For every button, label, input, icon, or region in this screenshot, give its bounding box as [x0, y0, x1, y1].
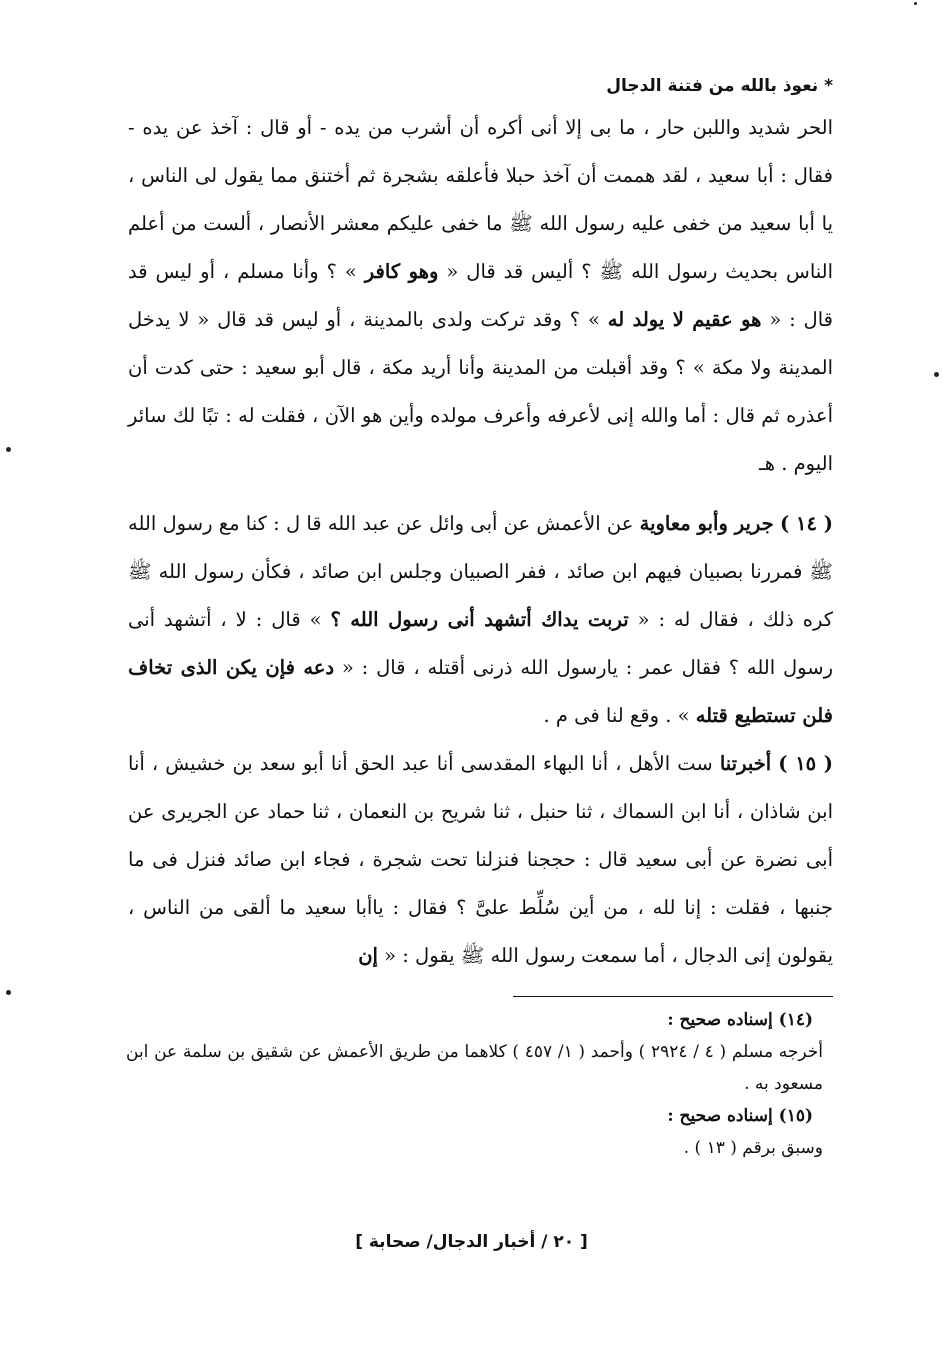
text-run: » ؟ وقد تركت ولدى بالمدينة ، أو ليس قد قال « لا يدخل المدينة ولا مكة » ؟ وقد أقبلت من المدينة وأنا أريد مكة ، قال أبو سعيد : حتى كدت أن أعذره ثم قال : أما والله إنى لأعرفه وأعرف مولده وأين هو الآن ، فقلت له : تبًا لك سائر اليوم . هـ — [128, 308, 833, 475]
footnote-body: وسبق برقم ( ١٣ ) . — [683, 1138, 823, 1158]
footnote-heading: (١٤) إسناده صحيح : — [667, 1010, 813, 1030]
bold-quote: دعه فإن يكن الذى تخاف فلن تستطيع قتله — [128, 656, 833, 727]
scan-speck — [6, 447, 11, 452]
bold-quote: إن — [358, 944, 378, 967]
footnotes — [126, 1004, 823, 1164]
running-head: * نعوذ بالله من فتنة الدجال — [606, 76, 833, 96]
hadith-number: ( ١٤ ) — [779, 512, 834, 535]
paragraph-15 — [128, 740, 833, 980]
paragraph-13-continuation — [128, 104, 833, 488]
bold-quote: هو عقيم لا يولد له — [607, 308, 762, 331]
bold-quote: وهو كافر — [364, 260, 439, 283]
text-run: » قال : لا ، أتشهد أنى رسول الله ؟ فقال عمر : يارسول الله ذرنى أقتله ، قال : « — [128, 608, 833, 679]
bold-lead: جرير وأبو معاوية — [639, 512, 774, 535]
footnote-body: أخرجه مسلم ( ٤ / ٢٩٢٤ ) وأحمد ( ١/ ٤٥٧ ) كلاهما من طريق الأعمش عن شقيق بن سلمة عن ابن مسعود به . — [126, 1042, 823, 1094]
footnote — [126, 1100, 823, 1164]
scan-speck — [934, 372, 939, 377]
footnote — [126, 1004, 823, 1100]
scan-speck — [914, 2, 917, 5]
text-run: » ؟ وأنا مسلم ، أو ليس قد قال : « — [128, 260, 833, 331]
paragraph-14 — [128, 500, 833, 740]
text-run: عن الأعمش عن أبى وائل عن عبد الله قا ل : كنا مع رسول الله ﷺ فمررنا بصبيان فيهم ابن صائد ، ففر الصبيان وجلس ابن صائد ، فكأن رسول الله ﷺ كره ذلك ، فقال له : « — [128, 512, 833, 631]
hadith-number: ( ١٥ ) — [778, 752, 834, 775]
page-footer: [ ٢٠ / أخبار الدجال/ صحابة ] — [355, 1232, 588, 1252]
footnote-divider — [513, 996, 833, 997]
scan-speck — [6, 990, 11, 995]
text-run: ست الأهل ، أنا البهاء المقدسى أنا عبد الحق أنا أبو سعد بن خشيش ، أنا ابن شاذان ، أنا ابن السماك ، ثنا حنبل ، ثنا شريح بن النعمان ، ثنا حماد عن الجريرى عن أبى نضرة عن أبى سعيد قال : حججنا فنزلنا تحت شجرة ، فجاء ابن صائد فنزل فى ما جنبها ، فقلت : إنا لله ، من أين سُلِّط علىَّ ؟ فقال : ياأبا سعيد ما ألقى من الناس ، يقولون إنى الدجال ، أما سمعت رسول الله ﷺ يقول : « — [128, 752, 833, 967]
bold-quote: تربت يداك أتشهد أنى رسول الله ؟ — [330, 608, 629, 631]
text-run: » . وقع لنا فى م . — [543, 704, 696, 727]
text-run: الحر شديد واللبن حار ، ما بى إلا أنى أكره أن أشرب من يده - أو قال : آخذ عن يده - فقال : أبا سعيد ، لقد هممت أن آخذ حبلا فأعلقه بشجرة ثم أختنق مما يقول لى الناس ، يا أبا سعيد من خفى عليه رسول الله ﷺ ما خفى عليكم معشر الأنصار ، ألست من أعلم الناس بحديث رسول الله ﷺ ؟ أليس قد قال « — [128, 116, 834, 283]
bold-lead: أخبرتنا — [719, 752, 772, 775]
footnote-heading: (١٥) إسناده صحيح : — [667, 1106, 813, 1126]
